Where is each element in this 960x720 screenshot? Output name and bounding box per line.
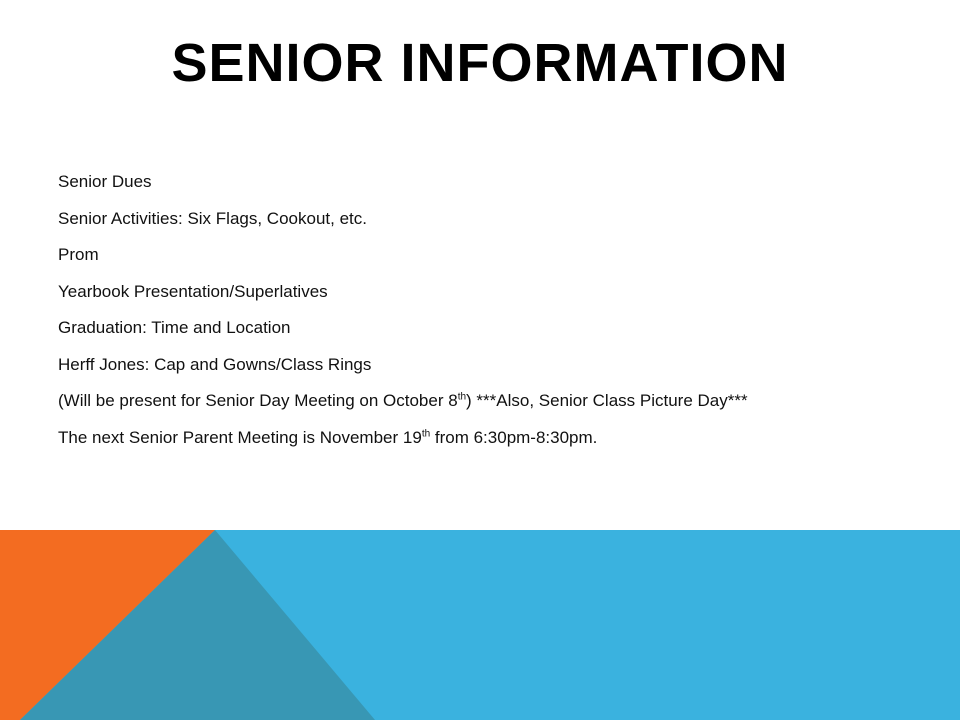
ordinal-suffix: th (421, 427, 431, 439)
bullet-text: Senior Activities: Six Flags, Cookout, etc. (58, 208, 367, 228)
bullet-item-picture-day-note (58, 389, 838, 413)
bullet-list (58, 170, 838, 462)
bullet-item-herff-jones (58, 353, 838, 377)
bullet-text-start: The next Senior Parent Meeting is November 19 (58, 427, 422, 447)
bullet-item-graduation (58, 316, 838, 340)
ordinal-suffix: th (457, 391, 467, 403)
bullet-text: Yearbook Presentation/Superlatives (58, 281, 328, 301)
bullet-item-yearbook (58, 280, 838, 304)
slide-title: SENIOR INFORMATION (171, 33, 789, 93)
bullet-text: Herff Jones: Cap and Gowns/Class Rings (58, 354, 372, 374)
decorative-bottom-band (0, 530, 960, 720)
bullet-item-parent-meeting (58, 426, 838, 450)
bullet-text: Senior Dues (58, 172, 152, 191)
bullet-text-start: (Will be present for Senior Day Meeting on October 8 (58, 391, 458, 410)
bullet-text: Prom (58, 245, 99, 264)
bullet-item-prom (58, 243, 838, 267)
bullet-item-senior-activities (58, 207, 838, 231)
bullet-text: Graduation: Time and Location (58, 318, 291, 337)
bullet-text-end: ) ***Also, Senior Class Picture Day*** (466, 391, 748, 410)
bullet-item-senior-dues (58, 170, 838, 194)
bullet-text-end: from 6:30pm-8:30pm. (430, 427, 598, 447)
decorative-shapes (0, 530, 960, 720)
